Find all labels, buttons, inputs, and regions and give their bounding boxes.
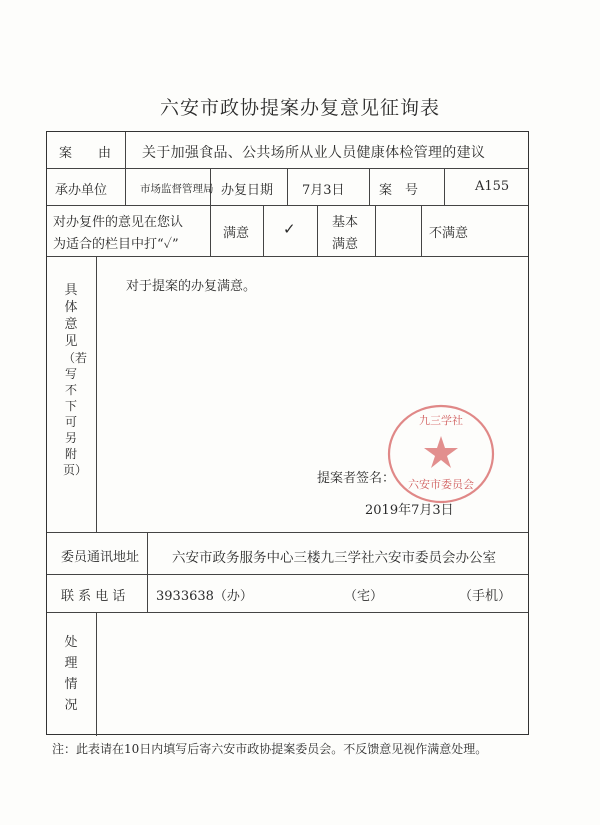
satisfied-label: 满意 xyxy=(223,226,250,241)
opinion-label-note: （若写不下可另附页） xyxy=(63,351,88,477)
satisfied-check: ✓ xyxy=(283,220,296,238)
basic-satisfied-line1: 基本 xyxy=(332,215,359,230)
opinion-label: 具体意见 xyxy=(64,283,78,349)
col-divider xyxy=(421,205,422,256)
page-title: 六安市政协提案办复意见征询表 xyxy=(159,97,440,119)
col-divider xyxy=(210,205,211,256)
row-divider xyxy=(47,612,528,613)
case-value: 关于加强食品、公共场所从业人员健康体检管理的建议 xyxy=(142,145,486,161)
case-no-label: 案 号 xyxy=(379,183,419,198)
opinion-text: 对于提案的办复满意。 xyxy=(126,279,257,294)
signer-label: 提案者签名： xyxy=(317,471,396,486)
satisfaction-prompt-line1: 对办复件的意见在您认 xyxy=(53,215,184,230)
footnote: 注：此表请在10日内填写后寄六安市政协提案委员会。不反馈意见视作满意处理。 xyxy=(52,742,488,756)
phone-label: 联 系 电 话 xyxy=(61,589,126,604)
unsatisfied-label: 不满意 xyxy=(429,226,469,241)
opinion-date: 2019年7月3日 xyxy=(365,503,454,518)
phone-mobile: （手机） xyxy=(459,589,512,604)
col-divider xyxy=(369,168,370,205)
address-label: 委员通讯地址 xyxy=(61,550,140,565)
row-divider xyxy=(47,256,528,257)
satisfaction-prompt-line2: 为适合的栏目中打“✓” xyxy=(53,237,179,252)
col-divider xyxy=(375,205,376,256)
seal-star-icon xyxy=(424,436,458,468)
unit-value: 市场监督管理局 xyxy=(140,183,214,195)
processing-label: 处理情况 xyxy=(64,635,78,713)
col-divider xyxy=(125,132,126,205)
date-value: 7月3日 xyxy=(302,183,345,198)
case-label: 案 由 xyxy=(59,146,112,161)
col-divider xyxy=(287,168,288,205)
col-divider xyxy=(96,256,97,532)
seal-text-bottom: 六安市委员会 xyxy=(408,478,474,491)
col-divider xyxy=(444,168,445,205)
unit-label: 承办单位 xyxy=(55,183,108,198)
row-divider xyxy=(47,574,528,575)
col-divider xyxy=(317,205,318,256)
date-label: 办复日期 xyxy=(221,183,274,198)
col-divider xyxy=(96,612,97,736)
address-value: 六安市政务服务中心三楼九三学社六安市委员会办公室 xyxy=(172,550,496,566)
row-divider xyxy=(47,205,528,206)
basic-satisfied-line2: 满意 xyxy=(332,237,359,252)
phone-office: 3933638（办） xyxy=(156,589,253,604)
col-divider xyxy=(263,205,264,256)
col-divider xyxy=(147,532,148,612)
seal-text-top: 九三学社 xyxy=(419,414,463,427)
official-seal xyxy=(383,402,499,506)
phone-home: （宅） xyxy=(344,589,384,604)
case-no-value: A155 xyxy=(475,179,510,194)
row-divider xyxy=(47,532,528,533)
